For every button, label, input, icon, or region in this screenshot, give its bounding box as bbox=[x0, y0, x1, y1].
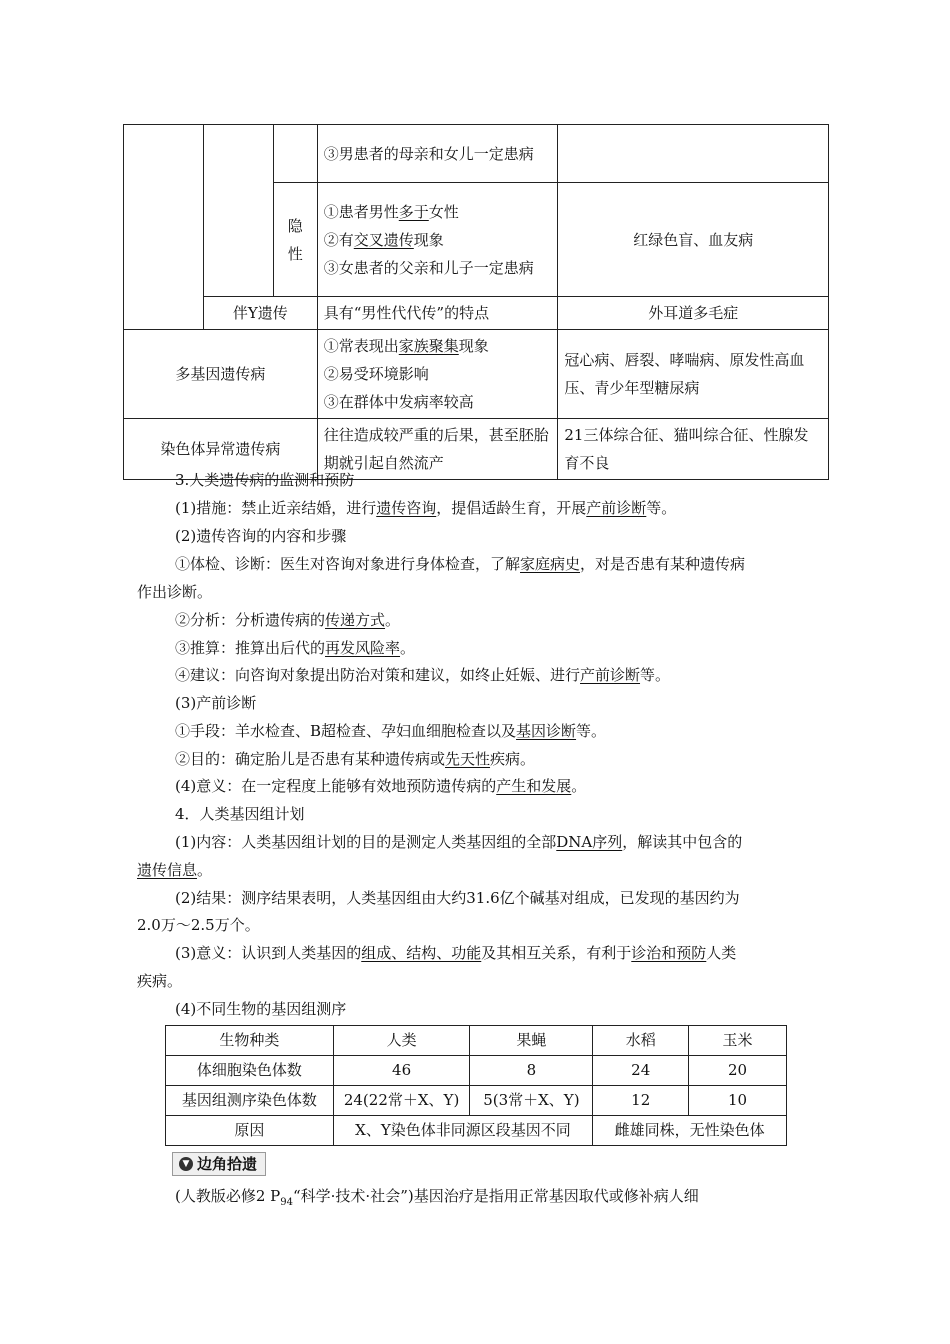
underlined-text: 遗传咨询 bbox=[376, 499, 437, 517]
underlined-text: 交叉遗传 bbox=[353, 230, 414, 249]
table-cell: 12 bbox=[593, 1086, 689, 1116]
section-title: 3.人类遗传病的监测和预防 bbox=[175, 471, 355, 489]
paragraph: (2)结果：测序结果表明，人类基因组由大约31.6亿个碱基对组成，已发现的基因约为 bbox=[175, 889, 740, 907]
cell-text: 隐性 bbox=[287, 216, 303, 263]
text: (1)内容：人类基因组计划的目的是测定人类基因组的全部 bbox=[175, 833, 557, 851]
text: ①常表现出 bbox=[323, 337, 399, 355]
section-badge bbox=[172, 1152, 266, 1176]
text: ①手段：羊水检查、B超检查、孕妇血细胞检查以及 bbox=[175, 722, 517, 740]
text: 及其相互关系，有利于 bbox=[481, 944, 632, 962]
text: ①体检、诊断：医生对咨询对象进行身体检查，了解 bbox=[175, 555, 521, 573]
table-cell: 8 bbox=[470, 1056, 593, 1086]
underlined-text: 诊治和预防 bbox=[631, 944, 707, 962]
table-header-cell: 果蝇 bbox=[470, 1026, 593, 1056]
table-cell: 雌雄同株，无性染色体 bbox=[593, 1116, 787, 1146]
table-header-cell: 玉米 bbox=[689, 1026, 787, 1056]
table-cell bbox=[124, 125, 204, 330]
section-title: 4．人类基因组计划 bbox=[175, 805, 305, 823]
chevron-down-icon: ▼ bbox=[179, 1157, 193, 1171]
cell-line bbox=[324, 198, 552, 226]
underlined-text: 组成、结构、功能 bbox=[361, 944, 482, 962]
paragraph bbox=[137, 856, 817, 884]
table-cell: X、Y染色体非同源区段基因不同 bbox=[333, 1116, 593, 1146]
paragraph bbox=[175, 634, 820, 662]
paragraph bbox=[175, 1182, 825, 1217]
text: (人教版必修2 P bbox=[175, 1187, 281, 1205]
text: “科学·技术·社会”)基因治疗是指用正常基因取代或修补病人细 bbox=[293, 1187, 699, 1205]
text: (4)意义：在一定程度上能够有效地预防遗传病的 bbox=[175, 777, 497, 795]
paragraph bbox=[175, 717, 820, 745]
text: 。 bbox=[400, 639, 416, 657]
cell-line: ②易受环境影响 bbox=[323, 365, 429, 383]
underlined-text: DNA序列 bbox=[556, 833, 623, 851]
paragraph: (3)产前诊断 bbox=[175, 694, 257, 712]
table-cell: 多基因遗传病 bbox=[124, 330, 318, 419]
underlined-text: 基因诊断 bbox=[516, 722, 577, 740]
cell-line bbox=[324, 332, 552, 360]
table-cell: 伴Y遗传 bbox=[203, 297, 317, 330]
text: ②目的：确定胎儿是否患有某种遗传病或 bbox=[175, 750, 446, 768]
text: 现象 bbox=[413, 230, 444, 249]
paragraph: 疾病。 bbox=[137, 972, 183, 990]
cell-line bbox=[324, 226, 552, 254]
text: 女性 bbox=[428, 202, 459, 221]
paragraph bbox=[175, 939, 820, 967]
table-cell: 基因组测序染色体数 bbox=[166, 1086, 334, 1116]
text: 等。 bbox=[640, 666, 671, 684]
table-header-cell: 水稻 bbox=[593, 1026, 689, 1056]
paragraph bbox=[175, 745, 820, 773]
text: ，提倡适龄生育，开展 bbox=[436, 499, 587, 517]
underlined-text: 产前诊断 bbox=[580, 666, 641, 684]
table-cell: 往往造成较严重的后果，甚至胚胎期就引起自然流产 bbox=[317, 419, 558, 480]
paragraph bbox=[175, 494, 820, 522]
underlined-text: 先天性 bbox=[445, 750, 491, 768]
table-cell: 5(3常＋X、Y) bbox=[470, 1086, 593, 1116]
paragraph bbox=[175, 661, 820, 689]
text: 。 bbox=[571, 777, 587, 795]
table-cell: 21三体综合征、猫叫综合征、性腺发育不良 bbox=[558, 419, 829, 480]
underlined-text: 家庭病史 bbox=[520, 555, 581, 573]
paragraph: (2)遗传咨询的内容和步骤 bbox=[175, 527, 347, 545]
table-cell: 24 bbox=[593, 1056, 689, 1086]
table-header-cell: 生物种类 bbox=[166, 1026, 334, 1056]
table-cell: 10 bbox=[689, 1086, 787, 1116]
text: ③推算：推算出后代的 bbox=[175, 639, 326, 657]
table-cell: 24(22常＋X、Y) bbox=[333, 1086, 470, 1116]
table-cell: 体细胞染色体数 bbox=[166, 1056, 334, 1086]
cell-line: ③在群体中发病率较高 bbox=[323, 393, 474, 411]
table-cell: 20 bbox=[689, 1056, 787, 1086]
text: (3)意义：认识到人类基因的 bbox=[175, 944, 362, 962]
paragraph: 2.0万～2.5万个。 bbox=[137, 916, 260, 934]
table-cell bbox=[558, 125, 829, 183]
paragraph: (4)不同生物的基因组测序 bbox=[175, 1000, 347, 1018]
underlined-text: 家族聚集 bbox=[398, 337, 459, 355]
underlined-text: 产生和发展 bbox=[496, 777, 572, 795]
badge-label: 边角拾遗 bbox=[197, 1155, 258, 1173]
underlined-text: 再发风险率 bbox=[325, 639, 401, 657]
underlined-text: 多于 bbox=[398, 202, 429, 221]
paragraph bbox=[175, 828, 820, 856]
paragraph bbox=[175, 606, 820, 634]
subscript: 94 bbox=[280, 1197, 293, 1208]
text: ①患者男性 bbox=[323, 202, 399, 221]
table-header-cell: 人类 bbox=[333, 1026, 470, 1056]
table-cell: 46 bbox=[333, 1056, 470, 1086]
table-cell bbox=[317, 330, 558, 419]
cell-line: ③女患者的父亲和儿子一定患病 bbox=[323, 258, 534, 277]
text: 。 bbox=[197, 861, 213, 879]
text: ，解读其中包含的 bbox=[622, 833, 743, 851]
underlined-text: 遗传信息 bbox=[137, 861, 198, 879]
table-cell: 原因 bbox=[166, 1116, 334, 1146]
genetic-disease-table bbox=[123, 124, 829, 480]
underlined-text: 产前诊断 bbox=[586, 499, 647, 517]
text: 等。 bbox=[576, 722, 607, 740]
text: ，对是否患有某种遗传病 bbox=[580, 555, 746, 573]
table-cell bbox=[273, 183, 317, 297]
paragraph bbox=[175, 772, 820, 800]
paragraph: 作出诊断。 bbox=[137, 583, 213, 601]
text: 等。 bbox=[646, 499, 677, 517]
table-cell: 具有“男性代代传”的特点 bbox=[317, 297, 558, 330]
table-cell: 外耳道多毛症 bbox=[558, 297, 829, 330]
table-cell: 染色体异常遗传病 bbox=[124, 419, 318, 480]
text: 。 bbox=[385, 611, 401, 629]
table-cell bbox=[317, 183, 558, 297]
table-cell: ③男患者的母亲和女儿一定患病 bbox=[317, 125, 558, 183]
text: ②有 bbox=[323, 230, 354, 249]
underlined-text: 传递方式 bbox=[325, 611, 386, 629]
text: ②分析：分析遗传病的 bbox=[175, 611, 326, 629]
text: ④建议：向咨询对象提出防治对策和建议，如终止妊娠、进行 bbox=[175, 666, 581, 684]
table-cell bbox=[203, 125, 273, 297]
text: 疾病。 bbox=[490, 750, 536, 768]
text: (1)措施：禁止近亲结婚，进行 bbox=[175, 499, 377, 517]
paragraph bbox=[175, 550, 820, 578]
table-cell: 冠心病、唇裂、哮喘病、原发性高血压、青少年型糖尿病 bbox=[558, 330, 829, 419]
table-cell bbox=[273, 125, 317, 183]
table-cell: 红绿色盲、血友病 bbox=[558, 183, 829, 297]
text: 人类 bbox=[706, 944, 737, 962]
genome-sequencing-table bbox=[165, 1025, 787, 1146]
text: 现象 bbox=[458, 337, 489, 355]
